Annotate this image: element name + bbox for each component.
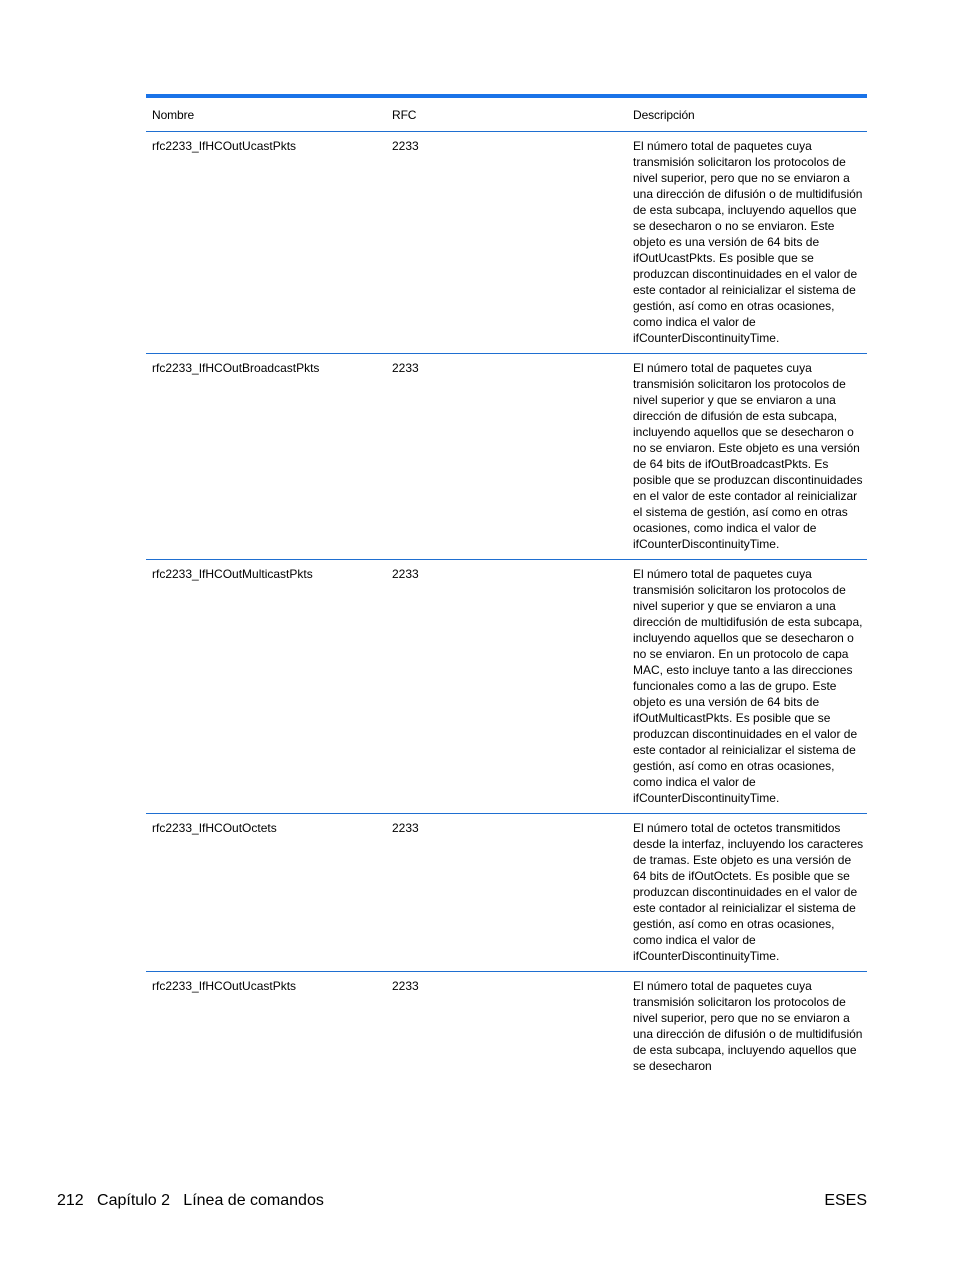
header-name: Nombre <box>152 107 195 122</box>
row-rfc: 2233 <box>392 979 419 993</box>
row-name: rfc2233_IfHCOutUcastPkts <box>152 139 297 153</box>
table-row <box>146 354 867 560</box>
footer-page-chapter: 212 Capítulo 2 Línea de comandos <box>57 1192 324 1209</box>
row-name: rfc2233_IfHCOutMulticastPkts <box>152 567 313 581</box>
row-rfc: 2233 <box>392 139 419 153</box>
row-name: rfc2233_IfHCOutUcastPkts <box>152 979 297 993</box>
parameters-table <box>146 94 867 1081</box>
row-description: El número total de octetos transmitidos desde la interfaz, incluyendo los caracteres de tramas. Este objeto es una versión de 64 bits de ifOutOctets. Es posible que se produzcan discontinuidades en el valor de este contador al reinicializar el sistema de gestión, así como en otras ocasiones, como indica el valor de ifCounterDiscontinuityTime. <box>633 821 864 963</box>
row-name: rfc2233_IfHCOutBroadcastPkts <box>152 361 320 375</box>
row-name: rfc2233_IfHCOutOctets <box>152 821 277 835</box>
row-description: El número total de paquetes cuya transmisión solicitaron los protocolos de nivel superior y que se enviaron a una dirección de difusión de esta subcapa, incluyendo aquellos que se desecharon o no se enviaron. Este objeto es una versión de 64 bits de ifOutBroadcastPkts. Es posible que se produzcan discontinuidades en el valor de este contador al reinicializar el sistema de gestión, así como en otras ocasiones, como indica el valor de ifCounterDiscontinuityTime. <box>633 361 863 551</box>
table-row <box>146 132 867 354</box>
row-description: El número total de paquetes cuya transmisión solicitaron los protocolos de nivel superior, pero que no se enviaron a una dirección de difusión o de multidifusión de esta subcapa, incluyendo aquellos que se desecharon <box>633 979 863 1073</box>
header-description: Descripción <box>633 107 695 122</box>
row-rfc: 2233 <box>392 567 419 581</box>
table-header-row <box>146 98 867 132</box>
header-rfc: RFC <box>392 107 417 122</box>
row-rfc: 2233 <box>392 361 419 375</box>
row-description: El número total de paquetes cuya transmisión solicitaron los protocolos de nivel superior y que se enviaron a una dirección de multidifusión de esta subcapa, incluyendo aquellos que se desecharon o no se enviaron. En un protocolo de capa MAC, esto incluye tanto a las direcciones funcionales como a las de grupo. Este objeto es una versión de 64 bits de ifOutMulticastPkts. Es posible que se produzcan discontinuidades en el valor de este contador al reinicializar el sistema de gestión, así como en otras ocasiones, como indica el valor de ifCounterDiscontinuityTime. <box>633 567 863 805</box>
row-rfc: 2233 <box>392 821 419 835</box>
table-row <box>146 560 867 814</box>
table-row <box>146 972 867 1081</box>
footer-language-code: ESES <box>824 1192 867 1209</box>
table-row <box>146 814 867 972</box>
row-description: El número total de paquetes cuya transmisión solicitaron los protocolos de nivel superior, pero que no se enviaron a una dirección de difusión o de multidifusión de esta subcapa, incluyendo aquellos que se desecharon o no se enviaron. Este objeto es una versión de 64 bits de ifOutUcastPkts. Es posible que se produzcan discontinuidades en el valor de este contador al reinicializar el sistema de gestión, así como en otras ocasiones, como indica el valor de ifCounterDiscontinuityTime. <box>633 139 863 345</box>
